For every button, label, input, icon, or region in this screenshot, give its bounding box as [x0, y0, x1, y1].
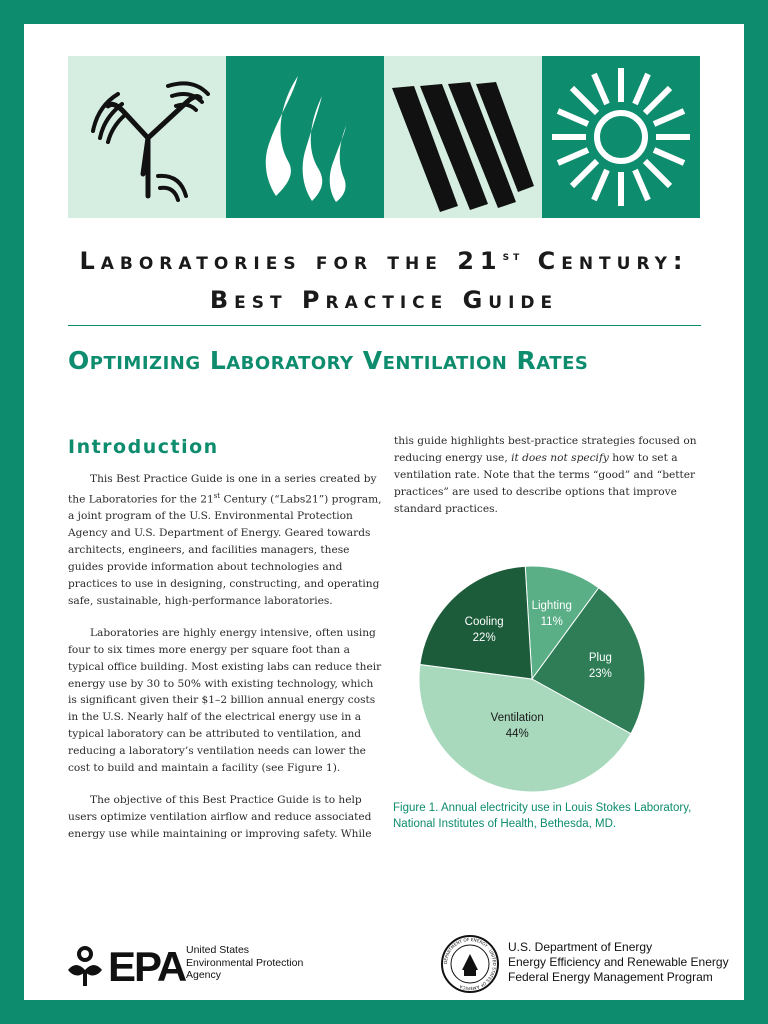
- section-heading: Introduction: [68, 436, 219, 458]
- epa-line: Agency: [186, 969, 222, 981]
- pie-value-cooling: 22%: [472, 631, 496, 644]
- header-banner: [68, 56, 700, 218]
- text-column-left: [68, 471, 382, 858]
- paragraph-4: this guide highlights best-practice strategies focused on reducing energy use, it does not specify how to set a ventilation rate. Note that the terms “good” and “better practices” are used to describe options that improve standard practices.: [394, 435, 697, 515]
- flame-icon: [226, 56, 384, 218]
- epa-line: Environmental Protection: [186, 956, 304, 969]
- doe-line: Federal Energy Management Program: [508, 970, 713, 984]
- text-column-right: [394, 433, 704, 533]
- epa-agency-name: [186, 944, 336, 982]
- doe-seal-icon: [440, 934, 500, 994]
- wind-turbine-icon: [68, 56, 226, 218]
- divider: [68, 325, 701, 326]
- paragraph-1: This Best Practice Guide is one in a series created by the Laboratories for the 21st Century (“Labs21”) program, a joint program of the U.S. Environmental Protection Agency and U.S. Department of Energy. Geared towards architects, engineers, and facilities managers, these guides provide information about technologies and practices to use in designing, constructing, and operating safe, sustainable, high-performance laboratories.: [68, 473, 382, 607]
- paragraph-2: Laboratories are highly energy intensive, often using four to six times more energy per square foot than a typical office building. Most existing labs can reduce their energy use by 30 to 50% with existing technology, which is significant given their $1–2 billion annual energy costs in the U.S. Nearly half of the electrical energy use in a typical laboratory can be attributed to ventilation, and reducing a laboratory’s ventilation needs can lower the cost to build and maintain a facility (see Figure 1).: [68, 626, 382, 775]
- guide-title-line2: Best Practice Guide: [209, 286, 559, 314]
- figure-caption: Figure 1. Annual electricity use in Louis Stokes Laboratory, National Institutes of Health, Bethesda, MD.: [393, 802, 692, 830]
- pie-value-plug: 23%: [588, 667, 612, 680]
- pie-label-plug: Plug: [588, 651, 612, 664]
- guide-title-line1: Laboratories for the 21st Century:: [79, 247, 689, 275]
- epa-line: United States: [186, 944, 250, 956]
- pie-label-cooling: Cooling: [464, 615, 504, 628]
- sun-icon: [542, 56, 700, 218]
- water-waves-icon: [384, 56, 542, 218]
- svg-text:DEPARTMENT OF ENERGY · UNITED: DEPARTMENT OF ENERGY · UNITED STATES OF AMERICA: [442, 936, 498, 992]
- paragraph-3: The objective of this Best Practice Guide is to help users optimize ventilation airflow and reduce associated energy use while maintaining or improving safety. While: [68, 793, 372, 840]
- page: [24, 24, 744, 1000]
- pie-label-lighting: Lighting: [531, 599, 572, 612]
- electricity-pie-chart: [392, 556, 692, 796]
- page-title: Optimizing Laboratory Ventilation Rates: [68, 346, 589, 375]
- epa-flower-icon: [66, 944, 104, 988]
- doe-line: U.S. Department of Energy: [508, 940, 653, 954]
- doe-line: Energy Efficiency and Renewable Energy: [508, 955, 729, 969]
- pie-value-ventilation: 44%: [505, 728, 529, 741]
- pie-label-ventilation: Ventilation: [490, 712, 544, 725]
- epa-wordmark: EPA: [108, 943, 186, 990]
- pie-value-lighting: 11%: [540, 615, 563, 628]
- doe-program-name: [508, 940, 748, 985]
